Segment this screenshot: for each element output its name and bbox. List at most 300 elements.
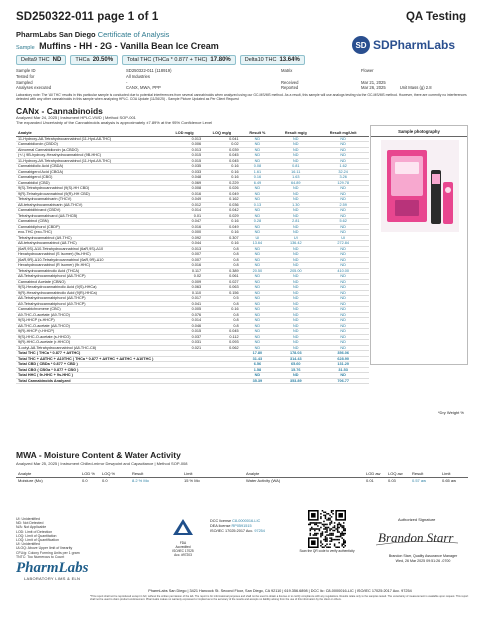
col-limit: Limit [440,468,468,477]
cell-analyte: Δ9-THC-O-acetate (Δ9-THCO) [16,312,166,318]
cell-analyte: Cannabidiorcin (CBDO) [16,142,166,148]
cell-result: ND [274,340,317,346]
cell: 0.041 [166,301,203,307]
cell-result: 314.43 [274,356,317,362]
cell-result: 2.81 [274,219,317,225]
cell-result: ND [317,279,369,285]
cell: 0.8 [203,323,240,329]
cell-result: 31.43 [241,356,275,362]
cell-result: ND [317,208,369,214]
cell-analyte: Δ8-tetrahydrocannabivarin (Δ8-THCV) [16,202,166,208]
cell-result: ND [317,285,369,291]
cell: 0.016 [166,191,203,197]
col-limit: Limit [182,468,244,477]
cell-analyte: Δ8-Tetrahydrocannabiphorol (Δ8-THCP) [16,296,166,302]
cell: 0.8 [203,252,240,258]
cell-result: ND [241,197,275,203]
cell: 0.045 [203,158,240,164]
cell: 0.015 [166,153,203,159]
cell-result: ND [241,274,275,280]
cell-analyte: Cannabichromene (CBC) [16,307,166,313]
cell: 0.02 [203,142,240,148]
cell: 0.8 [203,312,240,318]
cell-result: ND [317,263,369,269]
col-analyte: Analyte [16,125,166,136]
cell: 0.063 [203,285,240,291]
cell-result: 353.89 [274,378,317,384]
table-header-row [16,468,468,477]
cell: 0.156 [203,290,240,296]
cell-analyte: Cannabinol (CBN) [16,219,166,225]
cell: 0.046 [166,323,203,329]
meta-value: Flower [361,68,374,73]
cannabinoid-rows [16,136,369,384]
cell-result: 35.39 [241,378,275,384]
cell: 0.048 [166,175,203,181]
cell: 0.045 [203,329,240,335]
cell: 0.013 [166,136,203,142]
cell-result: 3.26 [317,175,369,181]
cell-result: UI [317,235,369,241]
meta-key: Received [281,79,299,85]
cell-result: 8.2 % Mo [132,477,149,483]
cell-analyte: Total THC ( THCa * 0.877 + Δ9THC) [16,351,166,357]
cell: 0.006 [166,142,203,148]
pill-label: THCa [75,57,90,63]
cell: 0.8 [203,257,240,263]
cell: 0.013 [166,246,203,252]
cell-analyte: 11-Hydroxy-Δ8-Tetrahydrocannabinol (11-Hyd-Δ8-THC) [16,136,166,142]
sample-photo-panel [370,125,468,365]
cell-analyte: (6aR,9S)-Δ10-Tetrahydrocannabinol (6aR,9S)-Δ10 [16,246,166,252]
cell: 0.01 [366,477,374,483]
cell-result: ND [317,147,369,153]
cell-result: ND [274,230,317,236]
cell-analyte: Tetrahydrocannabinolic Acid (THCA) [16,268,166,274]
cell-result: ND [241,312,275,318]
doc-kind: Certificate of Analysis [97,30,170,39]
moisture-table [16,468,468,483]
cell-result: ND [274,373,317,379]
cell-result: ND [274,301,317,307]
cell-analyte: (+/-) 9B-hydroxy-Hexahydrocannabinol (9B-HHC) [16,153,166,159]
cell: 0.16 [203,169,240,175]
cell-result: 31.53 [317,367,369,373]
cell: 0.007 [166,252,203,258]
cell: 0.162 [203,197,240,203]
cell-result: ND [317,334,369,340]
cell-result: ND [241,191,275,197]
cell: 0.037 [166,334,203,340]
cell-analyte: (6aR,9R)-Δ10-Tetrahydrocannabinol (6aR,9R)-Δ10 [16,257,166,263]
cell: 0.110 [166,290,203,296]
cell: 0.008 [166,186,203,192]
cell-analyte: Hexahydrocannabinol (S Isomer) (9s-HHC) [16,252,166,258]
cell-result: ND [274,158,317,164]
cell: 0.16 [203,175,240,181]
pharmlabs-name: PharmLabs [16,560,89,576]
cell-result: ND [241,136,275,142]
cell-result: 706.77 [317,378,369,384]
cell-result: 15.76 [274,367,317,373]
cell-result: ND [274,136,317,142]
cell: 0.5 [203,296,240,302]
pill-value: ND [52,57,62,63]
cell: 0.014 [166,318,203,324]
fda-line: Acc. #97203 [174,553,192,557]
cell-result: ND [241,373,275,379]
cell-result: ND [241,224,275,230]
lab-address: PharmLabs San Diego | 3421 Hancock St. Second Floor, San Diego, CA 92110 | 619.356.6898 | DCC lic: C8-0000016-LIC | ISO/IEC 17025:2017 Acc. 97254 [148,589,412,593]
cell: 0.117 [166,268,203,274]
cell: 0.012 [166,202,203,208]
cell-result: ND [274,307,317,313]
cell-result: 64.89 [274,180,317,186]
cell: 0.389 [203,268,240,274]
cell: 0.007 [166,257,203,263]
cell-result: 1.61 [241,169,275,175]
cell: 0.01 [166,213,203,219]
cell-result: ND [241,230,275,236]
cell-result: 20.50 [241,268,275,274]
cell-analyte: Total CBG ( CBGa * 0.877 + CBG ) [16,367,166,373]
lab-line [16,30,169,39]
cell-result: ND [274,191,317,197]
summary-pills [16,55,305,65]
cell-analyte: exo-THC (exo-THC) [16,230,166,236]
cell-result: ND [317,191,369,197]
cell-result: ND [241,285,275,291]
license-label: DCC license [210,519,232,523]
lab-name: PharmLabs San Diego [16,30,96,39]
signature-label: Authorized Signature [398,517,436,522]
cell-result: ND [317,290,369,296]
meta-key: Matrix [281,68,293,73]
cell: 0.061 [203,274,240,280]
cell-result: 5.62 [317,219,369,225]
sample-label: Sample [16,45,35,51]
sample-meta [16,68,468,91]
cell [203,378,240,384]
fda-line: Accredited [175,545,191,549]
cell-result: ND [317,329,369,335]
cell-result: ND [317,307,369,313]
cell: 0.039 [203,147,240,153]
legend-item: ULOQ: Above Upper limit of linearity [16,546,73,551]
cell: 0.03 [388,477,396,483]
cell-result: 1.63 [274,175,317,181]
pill-label: Total THC (THCa * 0.877 + THC) [127,57,208,63]
col-result: Result [130,468,182,477]
pill-value: 20.50% [92,57,114,63]
cell-analyte: 9(R)-HHC-O-acetate (r-HHCO) [16,340,166,346]
cell-result: ND [274,285,317,291]
cell-result: ND [241,334,275,340]
cell: 0.16 [203,307,240,313]
cell: 0.015 [166,158,203,164]
cell-result: ND [317,230,369,236]
cell: 0.307 [203,235,240,241]
cell-result: ND [274,318,317,324]
cell-analyte: 11-Hydroxy-Δ9-Tetrahydrocannabinol (11-Hyd-Δ9-THC) [16,158,166,164]
cell-result: ND [274,296,317,302]
accreditation-icon [172,518,194,536]
cell: 0.044 [166,241,203,247]
sample-line [16,41,219,51]
cell: 0.033 [166,169,203,175]
cell: 0.015 [166,329,203,335]
cell: 0.041 [203,136,240,142]
cell: 0.042 [203,208,240,214]
pill-label: Delta10 THC [244,57,277,63]
abbreviation-legend [16,517,80,559]
cell-result: ND [317,312,369,318]
cell: 0.016 [166,224,203,230]
col-analyte: Analyte [244,468,364,477]
cell-result: ND [241,213,275,219]
meta-key: Sample ID [16,68,36,73]
cell-result: 136.42 [274,241,317,247]
cell: 0.0 [102,477,108,483]
cell-result: 410.00 [317,268,369,274]
meta-value: - [126,79,128,85]
meta-value: SD250322-011 (118919) [126,68,172,73]
cell-analyte: Cannabidiolic Acid (CBDA) [16,164,166,170]
cell-result: 272.84 [317,241,369,247]
signatory [378,554,468,563]
legend-item: UI: Unidentified [16,517,40,521]
cell-result: ND [241,290,275,296]
cell-result: ND [274,252,317,258]
cell: 0.016 [166,263,203,269]
cell: 0.029 [203,213,240,219]
pill-label: Delta9 THC [21,57,50,63]
cell-result: ND [241,340,275,346]
cell: 0.049 [203,224,240,230]
mwa-title: MWA - Moisture Content & Water Activity [16,450,181,460]
cell-result: 0.16 [241,175,275,181]
cell-result: 0.28 [241,219,275,225]
cell-analyte: 3-octyl-Δ8-Tetrahydrocannabinol (Δ8-THC-C8) [16,345,166,351]
total-row [16,378,369,384]
cell-result: 2.59 [317,202,369,208]
cell-result: UI [241,235,275,241]
cell: 0.16 [203,219,240,225]
cell-analyte: Cannabidibivarol (CBDV) [16,208,166,214]
cell-result: 1.58 [241,367,275,373]
cell: 0.062 [203,345,240,351]
cell: 0.229 [203,180,240,186]
meta-key: Reported [281,85,299,91]
cell-result: 13.64 [241,241,275,247]
meta-value: Mar 21, 2025 [361,79,386,85]
meta-key: Tested for [16,73,35,79]
pharmlabs-logo [16,561,94,587]
cell: 15 % Mo [184,477,200,483]
cell-analyte: Cannabidiol (CBD) [16,180,166,186]
col-result-mg-unit: Result mg/Unit [317,125,369,136]
meta-value: CANX, MWA, PPP [126,85,161,91]
cell-analyte: 9(S)-Tetrahydrocannabinol (9(S)-HH CBD) [16,186,166,192]
cell-result: ND [317,224,369,230]
cell: 0.8 [203,263,240,269]
license-value: 97254 [254,529,265,533]
col-result-mg-g: Result mg/g [274,125,317,136]
cell-result: ND [274,345,317,351]
lab-note: Laboratory note: The 'All THC' results in this particular sample is conducted due to potential interferences from several cannabinoids when analyzed using our GC-MS/MS method. As a result, this sample will use analogs testing via the GC-MS/MS method. However, there are currently no interferences detected with any other cannabinoids in this sample when analyzing HPLC. COA Update (11/26/25) - Sample Picture Updated as Per Client Request [16,93,467,102]
meta-key: Analyses executed [16,85,52,91]
cell-result: ND [241,208,275,214]
cell-result: 0.13 [241,202,275,208]
cell-analyte: Δ8-THC-O-acetate (Δ8-THCO) [16,323,166,329]
cell-result: ND [317,340,369,346]
col-lod: LOD mg/g [166,125,203,136]
cell-result: ND [241,186,275,192]
legend-item: UI: Unidentified [16,542,40,547]
col-lod: LOD aw [364,468,386,477]
unit-mass: Unit Mass (g) 2.8 [399,85,432,91]
cell-result: ND [274,274,317,280]
meta-value: Mar 26, 2025 [361,85,386,91]
cell: 0.036 [203,202,240,208]
cell-result: ND [241,263,275,269]
cell-result: ND [274,334,317,340]
cell: 0.16 [203,164,240,170]
lab-short-name: QA Testing [405,11,466,23]
signature-script: Brandon Starr [378,530,454,545]
cell-analyte: 9(R)-Tetrahydrocannabinol (9(R)-HH CBD) [16,191,166,197]
cell-analyte: Cannabigerol Acid (CBGA) [16,169,166,175]
cell: 0.035 [166,164,203,170]
fda-line: ISO/IEC 17025 [172,549,194,553]
cell: 0.092 [166,235,203,241]
product-photo [381,140,459,232]
cell: 0.026 [203,186,240,192]
cell-result: ND [274,186,317,192]
col-analyte: Analyte [16,468,80,477]
cell-result: ND [274,197,317,203]
cell-result: ND [317,373,369,379]
cell-result: ND [274,142,317,148]
meta-key: Sampled [16,79,33,85]
accreditation-badge [168,518,198,557]
cell-result: ND [274,213,317,219]
cell-result: ND [241,323,275,329]
cell: 0.076 [166,312,203,318]
cell: 0.069 [166,180,203,186]
legend-item: CFU/g: Colony Forming Units per 1 gram [16,550,80,555]
cell-result: ND [241,307,275,313]
cell-analyte: Total THC + Δ8THC + Δ10THC ( THCa * 0.877 + Δ9THC + Δ8THC + Δ10THC ) [16,356,166,362]
table-row [16,477,468,483]
cell: 0.02 [166,274,203,280]
canx-title: CANx - Cannabinoids [16,106,103,116]
cell-analyte: Tetrahydrocannabivarin (THCV) [16,197,166,203]
cell-analyte: Cannabigerol (CBG) [16,175,166,181]
signatory-line: Brandon Starr, Quality Assurance Manager [388,554,458,558]
cell-result: 16.11 [274,169,317,175]
col-loq: LOQ mg/g [203,125,240,136]
cell: 0.0 [82,477,88,483]
meta-value: All Industries [126,73,150,79]
pill-value: 13.64% [279,57,300,63]
cell: 0.014 [166,208,203,214]
qr-code-icon[interactable] [308,510,346,548]
cell: 0.009 [166,279,203,285]
cell-result: ND [241,158,275,164]
signature [372,525,462,549]
cell-result: 0.57 aw [412,477,427,483]
cell-result: UI [274,235,317,241]
cell: 0.021 [166,345,203,351]
cell-result: 356.06 [317,351,369,357]
cell-analyte: Hexahydrocannabinol (R Isomer) (9r-HHC) [16,263,166,269]
cell: 0.8 [203,246,240,252]
cell-result: ND [274,257,317,263]
cell: 0.8 [203,318,240,324]
cell-result: ND [317,296,369,302]
cell: 0.017 [166,296,203,302]
cell-result: 32.24 [317,169,369,175]
cannabinoid-table [16,125,369,384]
cell-result: 205.00 [274,268,317,274]
cell [166,378,203,384]
cell-analyte: Cannabidiphorol (CBDP) [16,224,166,230]
pill-value: 17.80% [210,57,231,63]
cell-result: 6.49 [241,180,275,186]
cell: 0.049 [203,191,240,197]
license-label: ISO/IEC 17025:2017 Acc. [210,529,254,533]
cell-analyte: Total HHC ( 9r-HHC + 9s-HHC ) [16,373,166,379]
cell: 0.031 [166,340,203,346]
cell-result: ND [317,345,369,351]
cell-result: ND [241,257,275,263]
cell-result: ND [241,252,275,258]
cell: 0.045 [203,153,240,159]
cell-analyte: 9(S)-Hexahydrocannabinolic Acid (9(S)-HHCa) [16,285,166,291]
cell: 0.063 [166,285,203,291]
cell-result: ND [274,153,317,159]
legend-item: TNTC: Too Numerous to Count [16,554,65,559]
cell-result: ND [317,252,369,258]
cell-analyte: Tetrahydrocannabinol (Δ9-THC) [16,235,166,241]
legend-item: ND: Not Detected [16,521,44,526]
mwa-analyzed: Analyzed Mar 25, 2025 | Instrument Chilled-mirror Dewpoint and Capacitance | Method SOP-008 [16,461,188,466]
cell-result: 65.60 [274,362,317,368]
cell-analyte: Total CBD ( CBDa * 0.877 + CBD ) [16,362,166,368]
cell-result: 6.56 [241,362,275,368]
pill-total-thc [122,55,236,65]
cell-result: ND [317,142,369,148]
logo-name: SDPharmLabs [373,38,456,52]
cell-result: ND [317,323,369,329]
document-id: SD250322-011 page 1 of 1 [16,11,159,23]
signatory-date: Wed, 26 Mar 2025 09:51:26 -0700 [395,558,451,563]
cell: Water Activity (WA) [246,477,281,483]
cell-analyte: Tetrahydrocannabivarol (Δ8-THCB) [16,213,166,219]
cell: 0.16 [203,241,240,247]
cell-result: ND [274,290,317,296]
cell: 0.013 [166,147,203,153]
col-result-pct: Result % [241,125,275,136]
cell-result: 1.62 [317,164,369,170]
cell-result: ND [317,301,369,307]
legend-item: N/A: Not Applicable [16,525,47,530]
cell: 0.16 [203,230,240,236]
cell-result: ND [274,224,317,230]
cell-result: 0.08 [241,164,275,170]
cell-result: ND [274,323,317,329]
